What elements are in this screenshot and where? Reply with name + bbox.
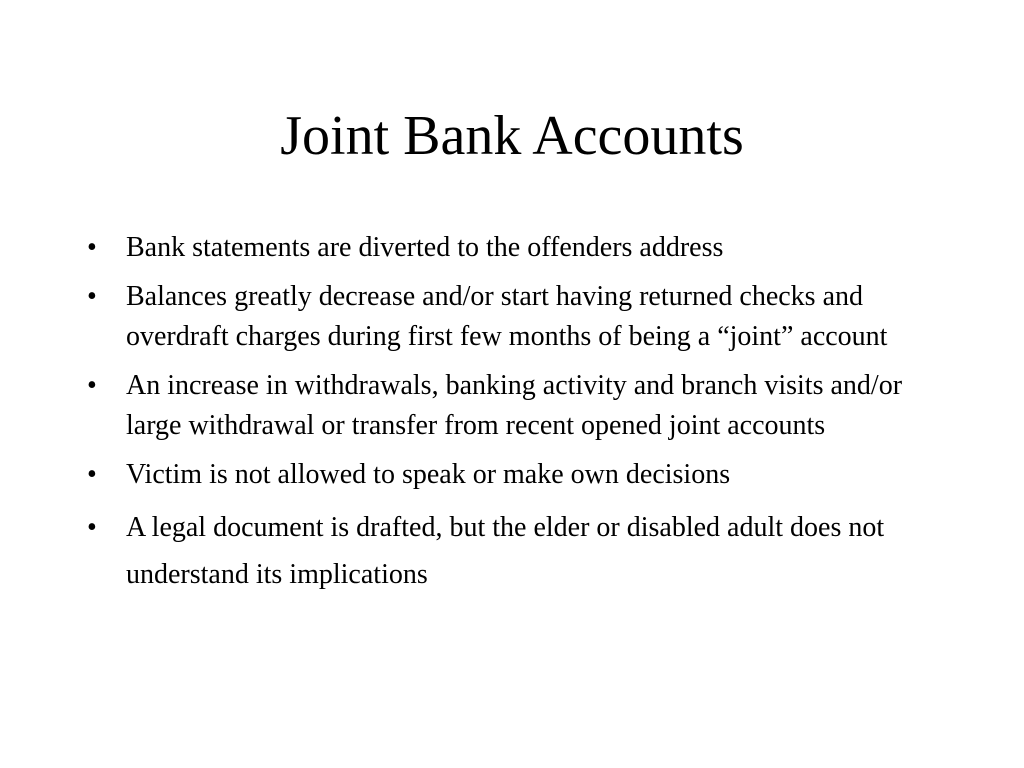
bullet-icon: •: [87, 232, 97, 263]
bullet-icon: •: [87, 281, 97, 312]
bullet-text: Bank statements are diverted to the offenders address: [126, 232, 724, 263]
bullet-list: [82, 228, 962, 607]
bullet-icon: •: [87, 370, 97, 401]
slide-title: Joint Bank Accounts: [280, 105, 744, 167]
bullet-item-balances-decrease: [82, 277, 962, 357]
bullet-icon: •: [87, 512, 97, 543]
bullet-item-victim-not-allowed: [82, 455, 962, 495]
bullet-text: A legal document is drafted, but the elder or disabled adult does not understand its implications: [126, 512, 885, 590]
bullet-text: Balances greatly decrease and/or start having returned checks and overdraft charges during first few months of being a “joint” account: [126, 281, 888, 352]
bullet-item-withdrawals-increase: [82, 366, 962, 446]
bullet-item-legal-document: [82, 504, 962, 598]
bullet-item-statements-diverted: [82, 228, 962, 268]
bullet-icon: •: [87, 459, 97, 490]
bullet-text: An increase in withdrawals, banking activity and branch visits and/or large withdrawal or transfer from recent opened joint accounts: [126, 370, 903, 441]
bullet-text: Victim is not allowed to speak or make own decisions: [126, 459, 731, 490]
